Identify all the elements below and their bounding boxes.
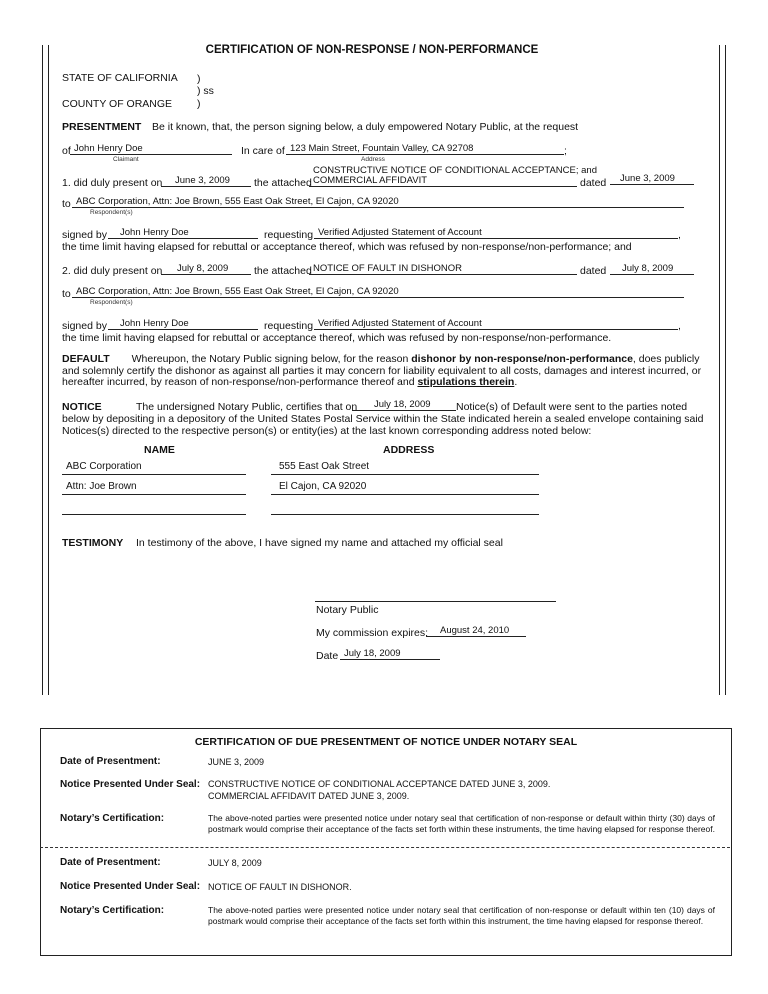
item1-to-label: to	[62, 198, 71, 210]
presentment-text: Be it known, that, the person signing below, a duly empowered Notary Public, at the request	[152, 121, 579, 133]
item1-attached-label: the attached	[254, 177, 312, 189]
item2-doc-field: NOTICE OF FAULT IN DISHONOR	[309, 263, 577, 275]
notice-date-field: July 18, 2009	[352, 399, 456, 411]
default-text-b: , does publicly and solemnly certify the dishonor as against all parties it may concern for liability equivalent to all costs, damages and interest incurred, or hereafter incurred, by reason of non-response/non-performance thereof and	[62, 353, 702, 388]
block1-notice-line2: COMMERCIAL AFFIDAVIT DATED JUNE 3, 2009.	[208, 791, 410, 801]
notary-date-field: July 18, 2009	[340, 648, 440, 660]
party-name-1: ABC Corporation	[62, 461, 246, 475]
venue-ss: ) ss	[197, 85, 214, 97]
item1-date-field: June 3, 2009	[161, 175, 251, 187]
notice-label: NOTICE	[62, 401, 102, 413]
of-label: of	[62, 145, 71, 157]
default-period: .	[514, 376, 518, 388]
state-label: STATE OF CALIFORNIA	[62, 72, 178, 84]
party-address-3	[271, 501, 539, 515]
party-address-1: 555 East Oak Street	[271, 461, 539, 475]
block2-date: JULY 8, 2009	[208, 858, 262, 868]
item2-signed-field: John Henry Doe	[108, 318, 258, 330]
block2-notice-label: Notice Presented Under Seal:	[60, 881, 201, 892]
notice-text-b: Notice(s) of Default were sent to the parties noted	[456, 401, 688, 413]
notary-public-label: Notary Public	[316, 604, 379, 616]
block1-date: JUNE 3, 2009	[208, 757, 265, 767]
party-name-3	[62, 501, 246, 515]
item1-doc-field: COMMERCIAL AFFIDAVIT	[309, 175, 577, 187]
item2-signed-label: signed by	[62, 320, 107, 332]
semicolon: ;	[564, 145, 567, 157]
item1-dated-field: June 3, 2009	[610, 173, 694, 185]
claimant-caption: Claimant	[113, 156, 139, 163]
default-text-a: Whereupon, the Notary Public signing below, for the reason	[131, 353, 409, 365]
claimant-field: John Henry Doe	[70, 143, 232, 155]
block2-notice-line1: NOTICE OF FAULT IN DISHONOR.	[208, 882, 352, 892]
commission-label: My commission expires:	[316, 627, 429, 639]
left-margin-rule	[42, 45, 43, 695]
item1-signed-label: signed by	[62, 229, 107, 241]
item2-dated-field: July 8, 2009	[610, 263, 694, 275]
item1-respondent-caption: Respondent(s)	[90, 209, 133, 216]
item2-comma: ,	[678, 320, 681, 332]
item2-dated-label: dated	[580, 265, 607, 277]
item1-doc-line1: CONSTRUCTIVE NOTICE OF CONDITIONAL ACCEPTANCE; and	[313, 165, 597, 176]
venue-paren-2: )	[197, 98, 201, 110]
county-label: COUNTY OF ORANGE	[62, 98, 173, 110]
item1-comma: ,	[678, 229, 681, 241]
block1-cert-text: The above-noted parties were presented notice under notary seal that certification of non-response or default within thirty (30) days of postmark would comprise their acceptance of the facts set forth within these instruments, the time having elapsed for response thereof.	[208, 813, 715, 834]
block1-cert-label: Notary’s Certification:	[60, 813, 165, 824]
default-paragraph	[62, 354, 702, 389]
item2-tail: the time limit having elapsed for rebuttal or acceptance thereof, which was refused by non-response/non-performance.	[62, 332, 612, 344]
party-address-2: El Cajon, CA 92020	[271, 481, 539, 495]
default-bold: dishonor by non-response/non-performance	[411, 353, 633, 365]
item1-signed-field: John Henry Doe	[108, 227, 258, 239]
item2-to-label: to	[62, 288, 71, 300]
block1-notice-line1: CONSTRUCTIVE NOTICE OF CONDITIONAL ACCEPTANCE DATED JUNE 3, 2009.	[208, 779, 551, 789]
commission-date-field: August 24, 2010	[426, 625, 526, 637]
block2-date-label: Date of Presentment:	[60, 857, 161, 868]
notary-date-label: Date	[316, 650, 339, 662]
party-name-2: Attn: Joe Brown	[62, 481, 246, 495]
block-divider	[40, 847, 730, 848]
address-field: 123 Main Street, Fountain Valley, CA 92708	[286, 143, 564, 155]
block2-cert-text: The above-noted parties were presented notice under notary seal that certification of non-response or default within ten (10) days of postmark would comprise their acceptance of the facts set forth within this instrument, the time having elapsed for response thereof.	[208, 905, 715, 926]
box-title: CERTIFICATION OF DUE PRESENTMENT OF NOTICE UNDER NOTARY SEAL	[194, 736, 578, 748]
address-header: ADDRESS	[383, 444, 435, 456]
notice-line2: below by depositing in a depository of the United States Postal Service within the State indicated herein a sealed envelope containing said	[62, 413, 704, 425]
item2-respondent-caption: Respondent(s)	[90, 299, 133, 306]
block1-date-label: Date of Presentment:	[60, 756, 161, 767]
left-margin-rule-inner	[48, 45, 49, 695]
block2-cert-label: Notary’s Certification:	[60, 905, 165, 916]
name-header: NAME	[144, 444, 175, 456]
right-margin-rule-inner	[725, 45, 726, 695]
right-margin-rule	[719, 45, 720, 695]
item2-date-field: July 8, 2009	[161, 263, 251, 275]
item1-respondent-field: ABC Corporation, Attn: Joe Brown, 555 East Oak Street, El Cajon, CA 92020	[72, 196, 684, 208]
item1-requesting-field: Verified Adjusted Statement of Account	[314, 227, 678, 239]
item2-requesting-label: requesting	[264, 320, 314, 332]
presentment-label: PRESENTMENT	[62, 121, 142, 133]
notary-signature-line	[315, 601, 556, 602]
item2-respondent-field: ABC Corporation, Attn: Joe Brown, 555 East Oak Street, El Cajon, CA 92020	[72, 286, 684, 298]
default-stipulations: stipulations therein	[417, 376, 515, 388]
document-title: CERTIFICATION OF NON-RESPONSE / NON-PERFORMANCE	[205, 44, 539, 56]
item1-requesting-label: requesting	[264, 229, 314, 241]
notice-line3: Notices(s) directed to the respective person(s) or entity(ies) at the last known corresponding address noted below:	[62, 425, 592, 437]
item1-dated-label: dated	[580, 177, 607, 189]
default-label: DEFAULT	[62, 353, 110, 365]
item2-requesting-field: Verified Adjusted Statement of Account	[314, 318, 678, 330]
venue-paren-1: )	[197, 73, 201, 85]
address-caption: Address	[361, 156, 385, 163]
incare-label: In care of	[241, 145, 285, 157]
item1-lead: 1. did duly present on	[62, 177, 163, 189]
testimony-text: In testimony of the above, I have signed my name and attached my official seal	[136, 537, 503, 549]
item2-attached-label: the attached	[254, 265, 312, 277]
testimony-label: TESTIMONY	[62, 537, 124, 549]
notice-text-a: The undersigned Notary Public, certifies that on	[136, 401, 358, 413]
block1-notice-label: Notice Presented Under Seal:	[60, 779, 201, 790]
item1-tail: the time limit having elapsed for rebuttal or acceptance thereof, which was refused by non-response/non-performance; and	[62, 241, 632, 253]
item2-lead: 2. did duly present on	[62, 265, 163, 277]
